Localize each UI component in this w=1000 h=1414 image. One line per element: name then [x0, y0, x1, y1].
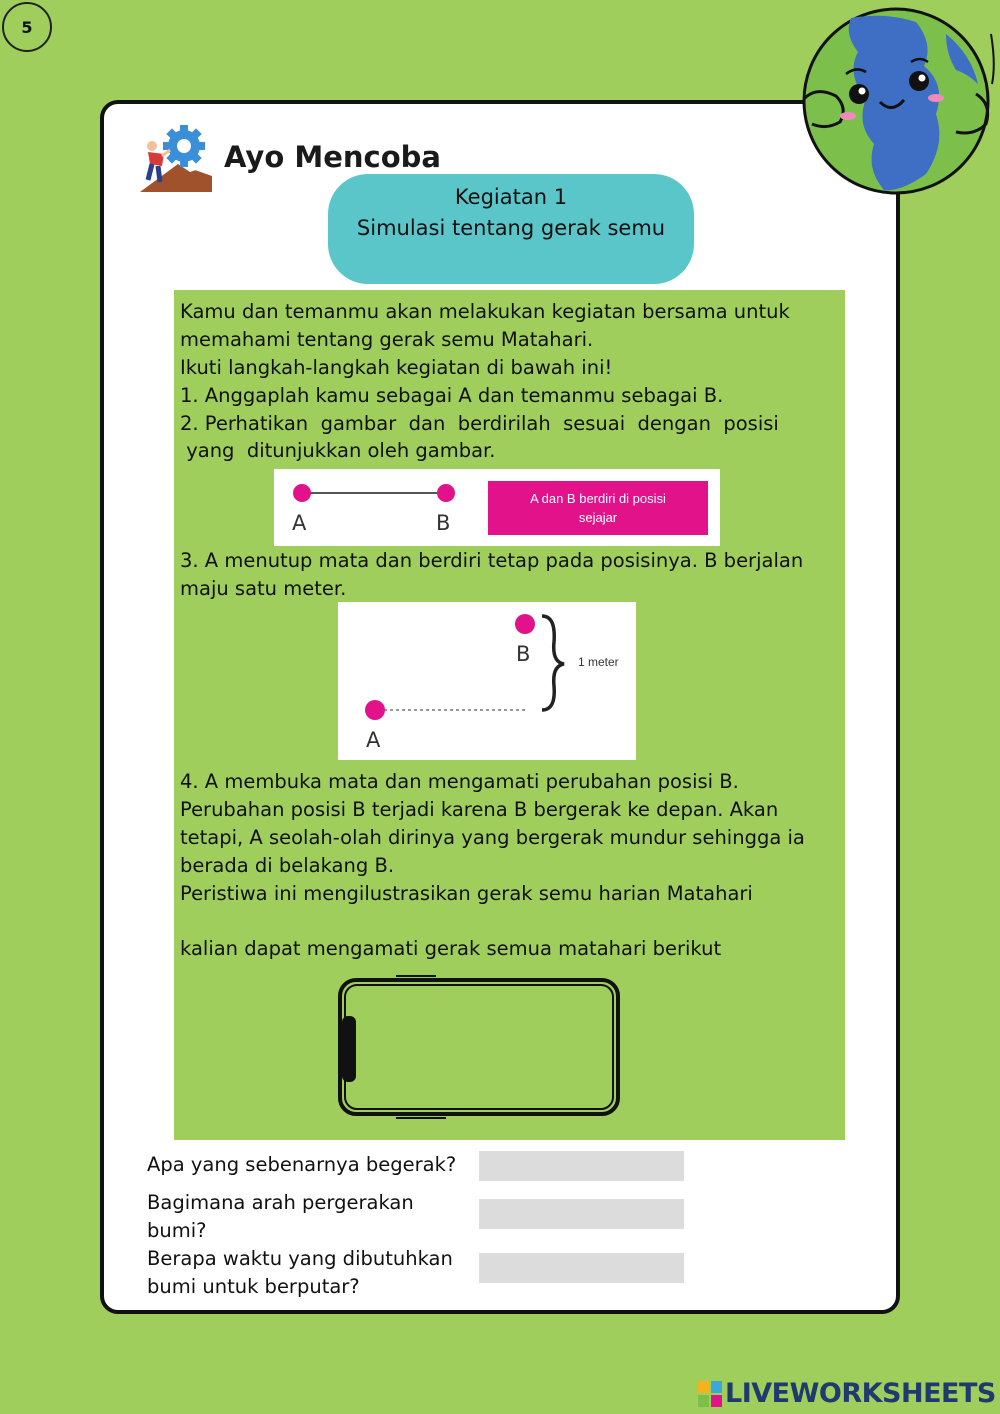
label-b: B: [516, 642, 531, 666]
step-2-cont: yang ditunjukkan oleh gambar.: [180, 439, 496, 462]
point-b: [437, 484, 455, 502]
step-4-cont: tetapi, A seolah-olah dirinya yang bergerak mundur sehingga ia: [180, 826, 805, 849]
activity-subtitle: Simulasi tentang gerak semu: [356, 216, 666, 240]
caption-line: sejajar: [578, 510, 618, 525]
question-text: bumi untuk berputar?: [147, 1275, 360, 1298]
instruction-text: Ikuti langkah-langkah kegiatan di bawah ini!: [180, 356, 613, 379]
activity-number: Kegiatan 1: [454, 185, 568, 209]
point-b: [515, 614, 535, 634]
page-number: 5: [2, 2, 52, 52]
brand-name: LIVEWORKSHEETS: [725, 1378, 996, 1409]
answer-input-1[interactable]: [479, 1151, 684, 1181]
step-3-cont: maju satu meter.: [180, 577, 347, 600]
question-label: [147, 1189, 414, 1245]
question-label: [147, 1245, 453, 1301]
caption-line: A dan B berdiri di posisi: [530, 491, 666, 506]
phone-notch-icon: [342, 1016, 356, 1082]
question-text: bumi?: [147, 1219, 207, 1242]
figure-parallel-position: [274, 469, 720, 546]
distance-label: 1 meter: [578, 655, 619, 669]
page-title: Ayo Mencoba: [224, 140, 441, 174]
question-label: [147, 1151, 456, 1179]
question-text: Berapa waktu yang dibutuhkan: [147, 1247, 453, 1270]
label-a: A: [366, 728, 381, 752]
figure-one-meter: [338, 602, 636, 760]
phone-video-frame[interactable]: [336, 974, 622, 1120]
question-text: Bagimana arah pergerakan: [147, 1191, 414, 1214]
activity-banner: [328, 174, 694, 284]
instruction-text: memahami tentang gerak semu Matahari.: [180, 328, 594, 351]
observe-text: kalian dapat mengamati gerak semua matahari berikut: [180, 937, 722, 960]
step-1: 1. Anggaplah kamu sebagai A dan temanmu sebagai B.: [180, 384, 724, 407]
live-logo-icon: [698, 1381, 722, 1407]
point-a: [365, 700, 385, 720]
question-text: Apa yang sebenarnya begerak?: [147, 1153, 457, 1176]
instruction-text: Kamu dan temanmu akan melakukan kegiatan bersama untuk: [180, 300, 790, 323]
step-4: 4. A membuka mata dan mengamati perubahan posisi B.: [180, 770, 739, 793]
earth-mascot-icon: [796, 4, 996, 200]
figure-2-diagram: [338, 602, 636, 760]
step-2: 2. Perhatikan gambar dan berdirilah sesuai dengan posisi: [180, 412, 779, 435]
liveworksheets-logo: [698, 1378, 996, 1409]
figure-1-caption: [488, 481, 708, 535]
step-3: 3. A menutup mata dan berdiri tetap pada posisinya. B berjalan: [180, 549, 804, 572]
answer-input-3[interactable]: [479, 1253, 684, 1283]
point-a: [293, 484, 311, 502]
climber-gear-icon: [138, 124, 214, 194]
label-a: A: [292, 511, 307, 535]
answer-input-2[interactable]: [479, 1199, 684, 1229]
label-b: B: [436, 511, 451, 535]
step-4-cont: Perubahan posisi B terjadi karena B bergerak ke depan. Akan: [180, 798, 779, 821]
step-4-cont: Peristiwa ini mengilustrasikan gerak semu harian Matahari: [180, 882, 753, 905]
brace-icon: [542, 616, 564, 710]
step-4-cont: berada di belakang B.: [180, 854, 395, 877]
